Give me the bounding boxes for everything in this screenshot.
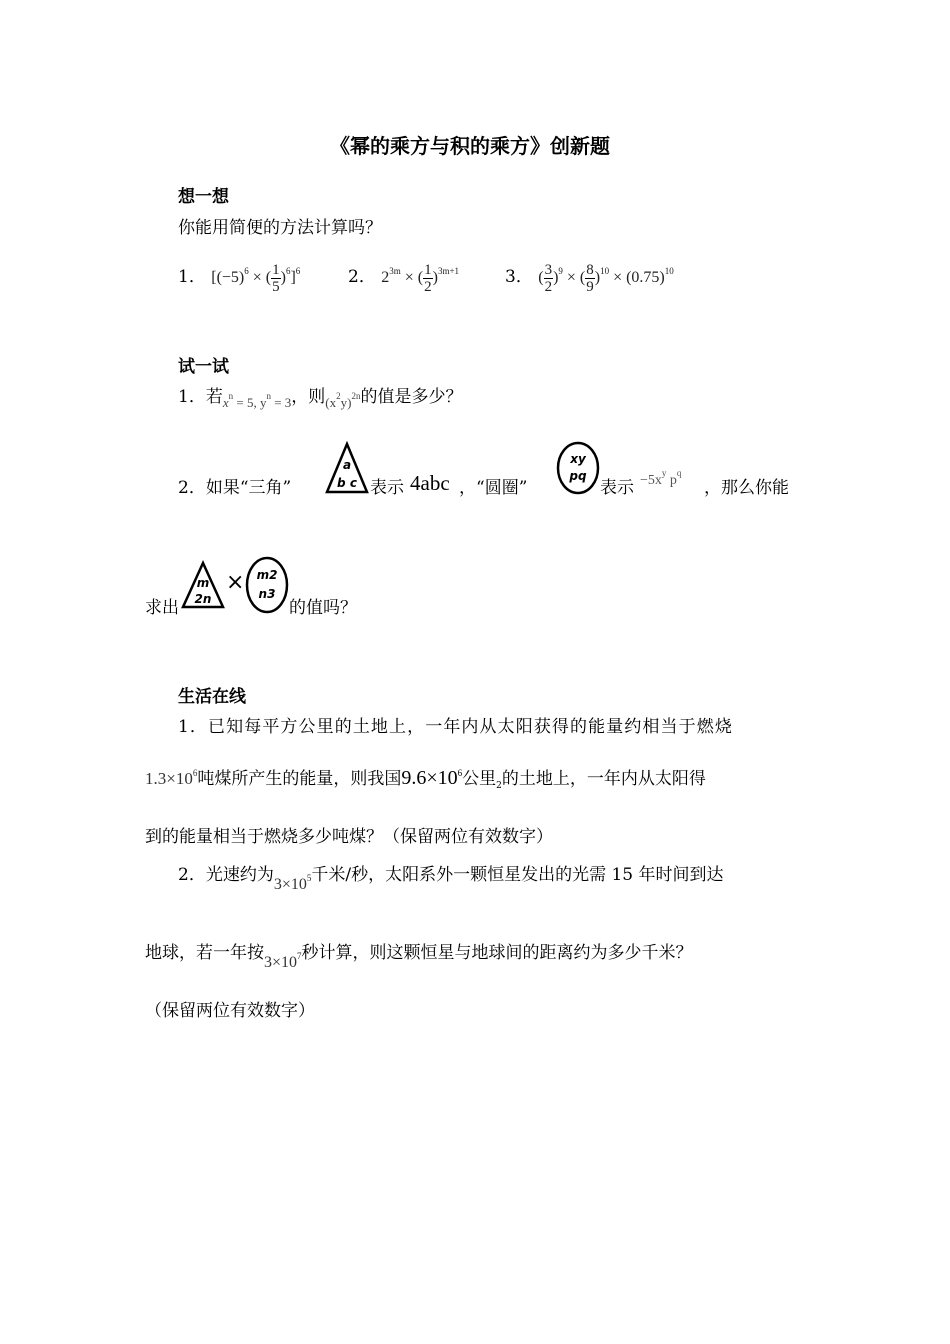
multiply-sign: × [226, 570, 245, 595]
circle-value: $-5x^y$ $p^q$ [640, 468, 682, 488]
section3-q1-line-2: $1.3\times 10^6$吨煤所产生的能量，则我国$9.6\times 10^6$公里$_2$的土地上，一年内从太阳得 [145, 767, 706, 791]
triangle2-top-label: m [196, 576, 210, 590]
section3-q1-line-3: 到的能量相当于燃烧多少吨煤？（保留两位有效数字） [145, 827, 553, 847]
circle-top-label: xy [570, 452, 586, 466]
circle2-bottom-label: n3 [258, 587, 276, 601]
section2-question-1: 1．若$_{x^n = 5, y^n = 3}$，则$_{(x^2y)^{2n}}$的值是多少？ [178, 387, 463, 410]
math-expression: ( $\frac{3}{2}$ )$^9$ × ( $\frac{8}{9}$ )$^{10} \times (0.75)^{10}$ [538, 262, 674, 295]
year-seconds-value: $3\times 10^7$ [264, 951, 302, 971]
section1-intro: 你能用简便的方法计算吗？ [178, 218, 382, 238]
section3-q2-line-2: 地球，若一年按$3\times 10^7$秒计算，则这颗恒星与地球间的距离约为多少千米？ [145, 943, 693, 971]
light-speed-value: $3\times 10^5$ [273, 873, 312, 893]
section2-q2-text-3: ，“圆圈” [459, 478, 528, 498]
item-number: 2． [348, 267, 376, 288]
section1-item-2 [348, 262, 459, 295]
section3-q1-line-1: 1．已知每平方公里的土地上，一年内从太阳获得的能量约相当于燃烧 [178, 717, 733, 737]
section-heading-try: 试一试 [178, 357, 229, 377]
section3-q2-line-3: （保留两位有效数字） [145, 1001, 315, 1021]
energy-value: $1.3\times 10^6$ [145, 768, 198, 788]
condition-expression: xn = 5, yn = 3 [222, 391, 292, 410]
item-number: 1． [178, 267, 206, 288]
section1-item-1 [178, 262, 300, 295]
section-heading-think: 想一想 [178, 187, 229, 207]
target-expression: (x2y)2n [325, 391, 361, 410]
section3-q2-line-1: 2．光速约为$3\times 10^5$千米/秒，太阳系外一颗恒星发出的光需 15 年时间到达 [178, 865, 724, 893]
math-expression: $2^{3m}$ × ( $\frac{1}{2}$ )$^{3m+1}$ [381, 262, 460, 295]
section2-q2-text-5: ，那么你能 [704, 478, 789, 498]
section-heading-life: 生活在线 [178, 687, 246, 707]
math-expression: [$(-5)^6$ × ( $\frac{1}{5}$ )$^6$]$^6$ [211, 262, 301, 295]
triangle2-bottom-label: 2n [194, 592, 212, 606]
triangle-bottom-label: b c [337, 476, 357, 490]
item-number: 3． [505, 267, 533, 288]
triangle-value: 4abc [410, 471, 450, 495]
circle2-top-label: m2 [256, 568, 278, 582]
section2-q2-text-2: 表示 [370, 478, 404, 498]
circle-symbol [555, 440, 601, 496]
triangle-symbol [324, 441, 370, 495]
triangle-top-label: a [342, 458, 352, 472]
triangle-symbol-2 [180, 560, 226, 610]
page-title: 《幂的乘方与积的乘方》创新题 [330, 134, 610, 158]
circle-symbol-2 [244, 555, 290, 615]
section2-q2-text-4: 表示 [600, 478, 634, 498]
section2-q2-text-7: 的值吗？ [289, 598, 357, 618]
area-value: $9.6\times 10^6$ [401, 767, 463, 789]
section2-q2-text-6: 求出 [145, 598, 179, 618]
section1-item-3 [505, 262, 674, 295]
circle-bottom-label: pq [569, 469, 587, 483]
section2-q2-text-1: 2．如果“三角” [178, 478, 292, 498]
